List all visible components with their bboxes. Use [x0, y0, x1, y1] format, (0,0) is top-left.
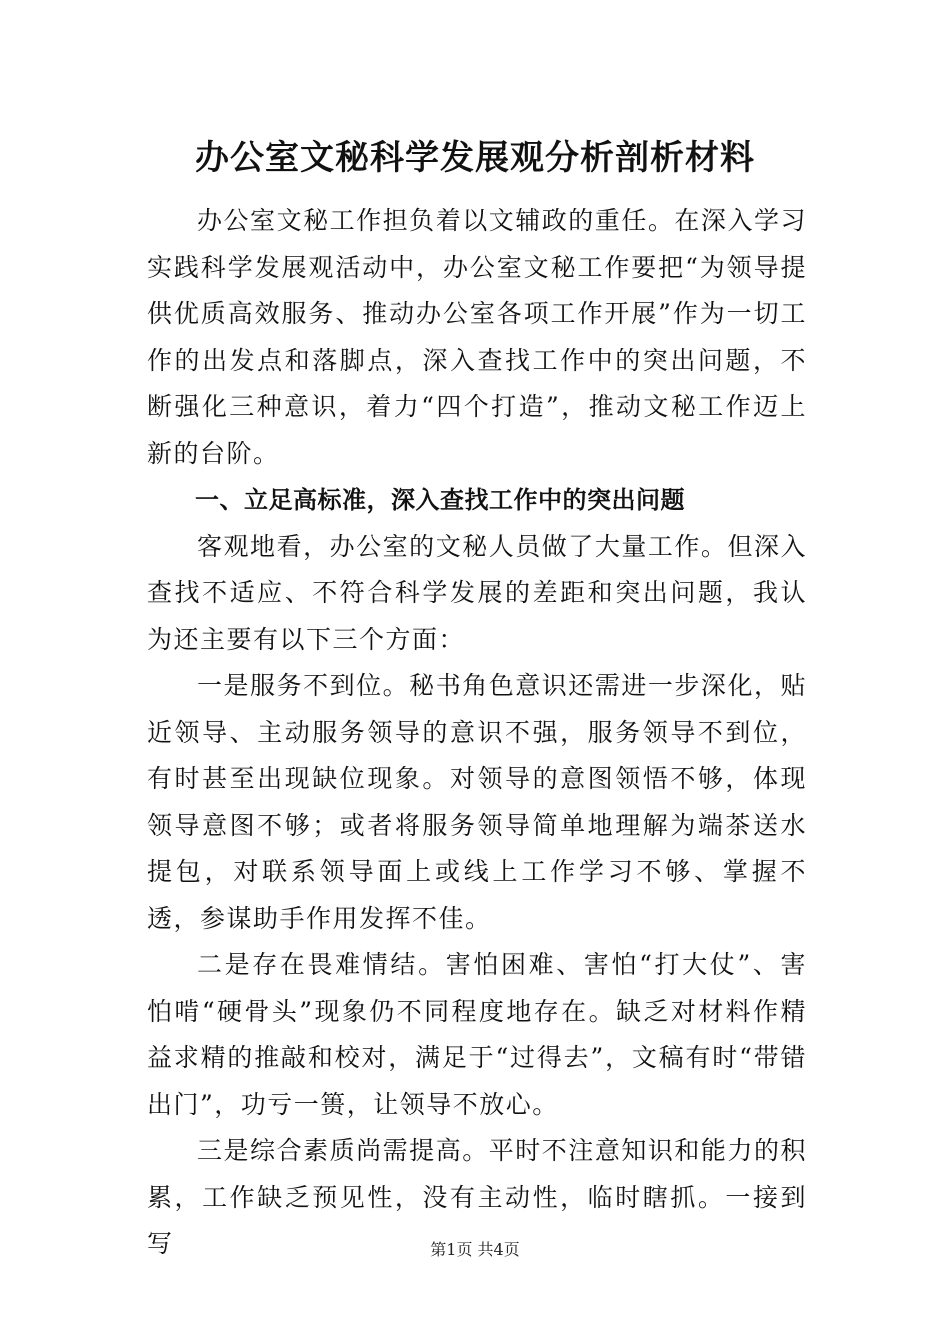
document-title: 办公室文秘科学发展观分析剖析材料: [195, 138, 755, 178]
paragraph-service-issue: 一是服务不到位。秘书角色意识还需进一步深化，贴近领导、主动服务领导的意识不强，服务领导不到位，有时甚至出现缺位现象。对领导的意图领悟不够，体现领导意图不够；或者将服务领导简单地理解为端茶送水提包，对联系领导面上或线上工作学习不够、掌握不透，参谋助手作用发挥不佳。: [147, 671, 807, 933]
document-body: [147, 198, 807, 1268]
paragraph-overview: 客观地看，办公室的文秘人员做了大量工作。但深入查找不适应、不符合科学发展的差距和突出问题，我认为还主要有以下三个方面：: [147, 531, 807, 654]
paragraph-quality-issue: 三是综合素质尚需提高。平时不注意知识和能力的积累，工作缺乏预见性，没有主动性，临时瞎抓。一接到写: [147, 1136, 807, 1258]
section-heading-1: 一、立足高标准，深入查找工作中的突出问题: [195, 486, 685, 514]
page-number: 第1页 共4页: [430, 1240, 520, 1259]
paragraph-difficulty-issue: 二是存在畏难情结。害怕困难、害怕“打大仗”、害怕啃“硬骨头”现象仍不同程度地存在。缺乏对材料作精益求精的推敲和校对，满足于“过得去”，文稿有时“带错出门”，功亏一篑，让领导不放心。: [147, 950, 807, 1119]
paragraph-intro: 办公室文秘工作担负着以文辅政的重任。在深入学习实践科学发展观活动中，办公室文秘工作要把“为领导提供优质高效服务、推动办公室各项工作开展”作为一切工作的出发点和落脚点，深入查找工作中的突出问题，不断强化三种意识，着力“四个打造”，推动文秘工作迈上新的台阶。: [147, 206, 807, 468]
